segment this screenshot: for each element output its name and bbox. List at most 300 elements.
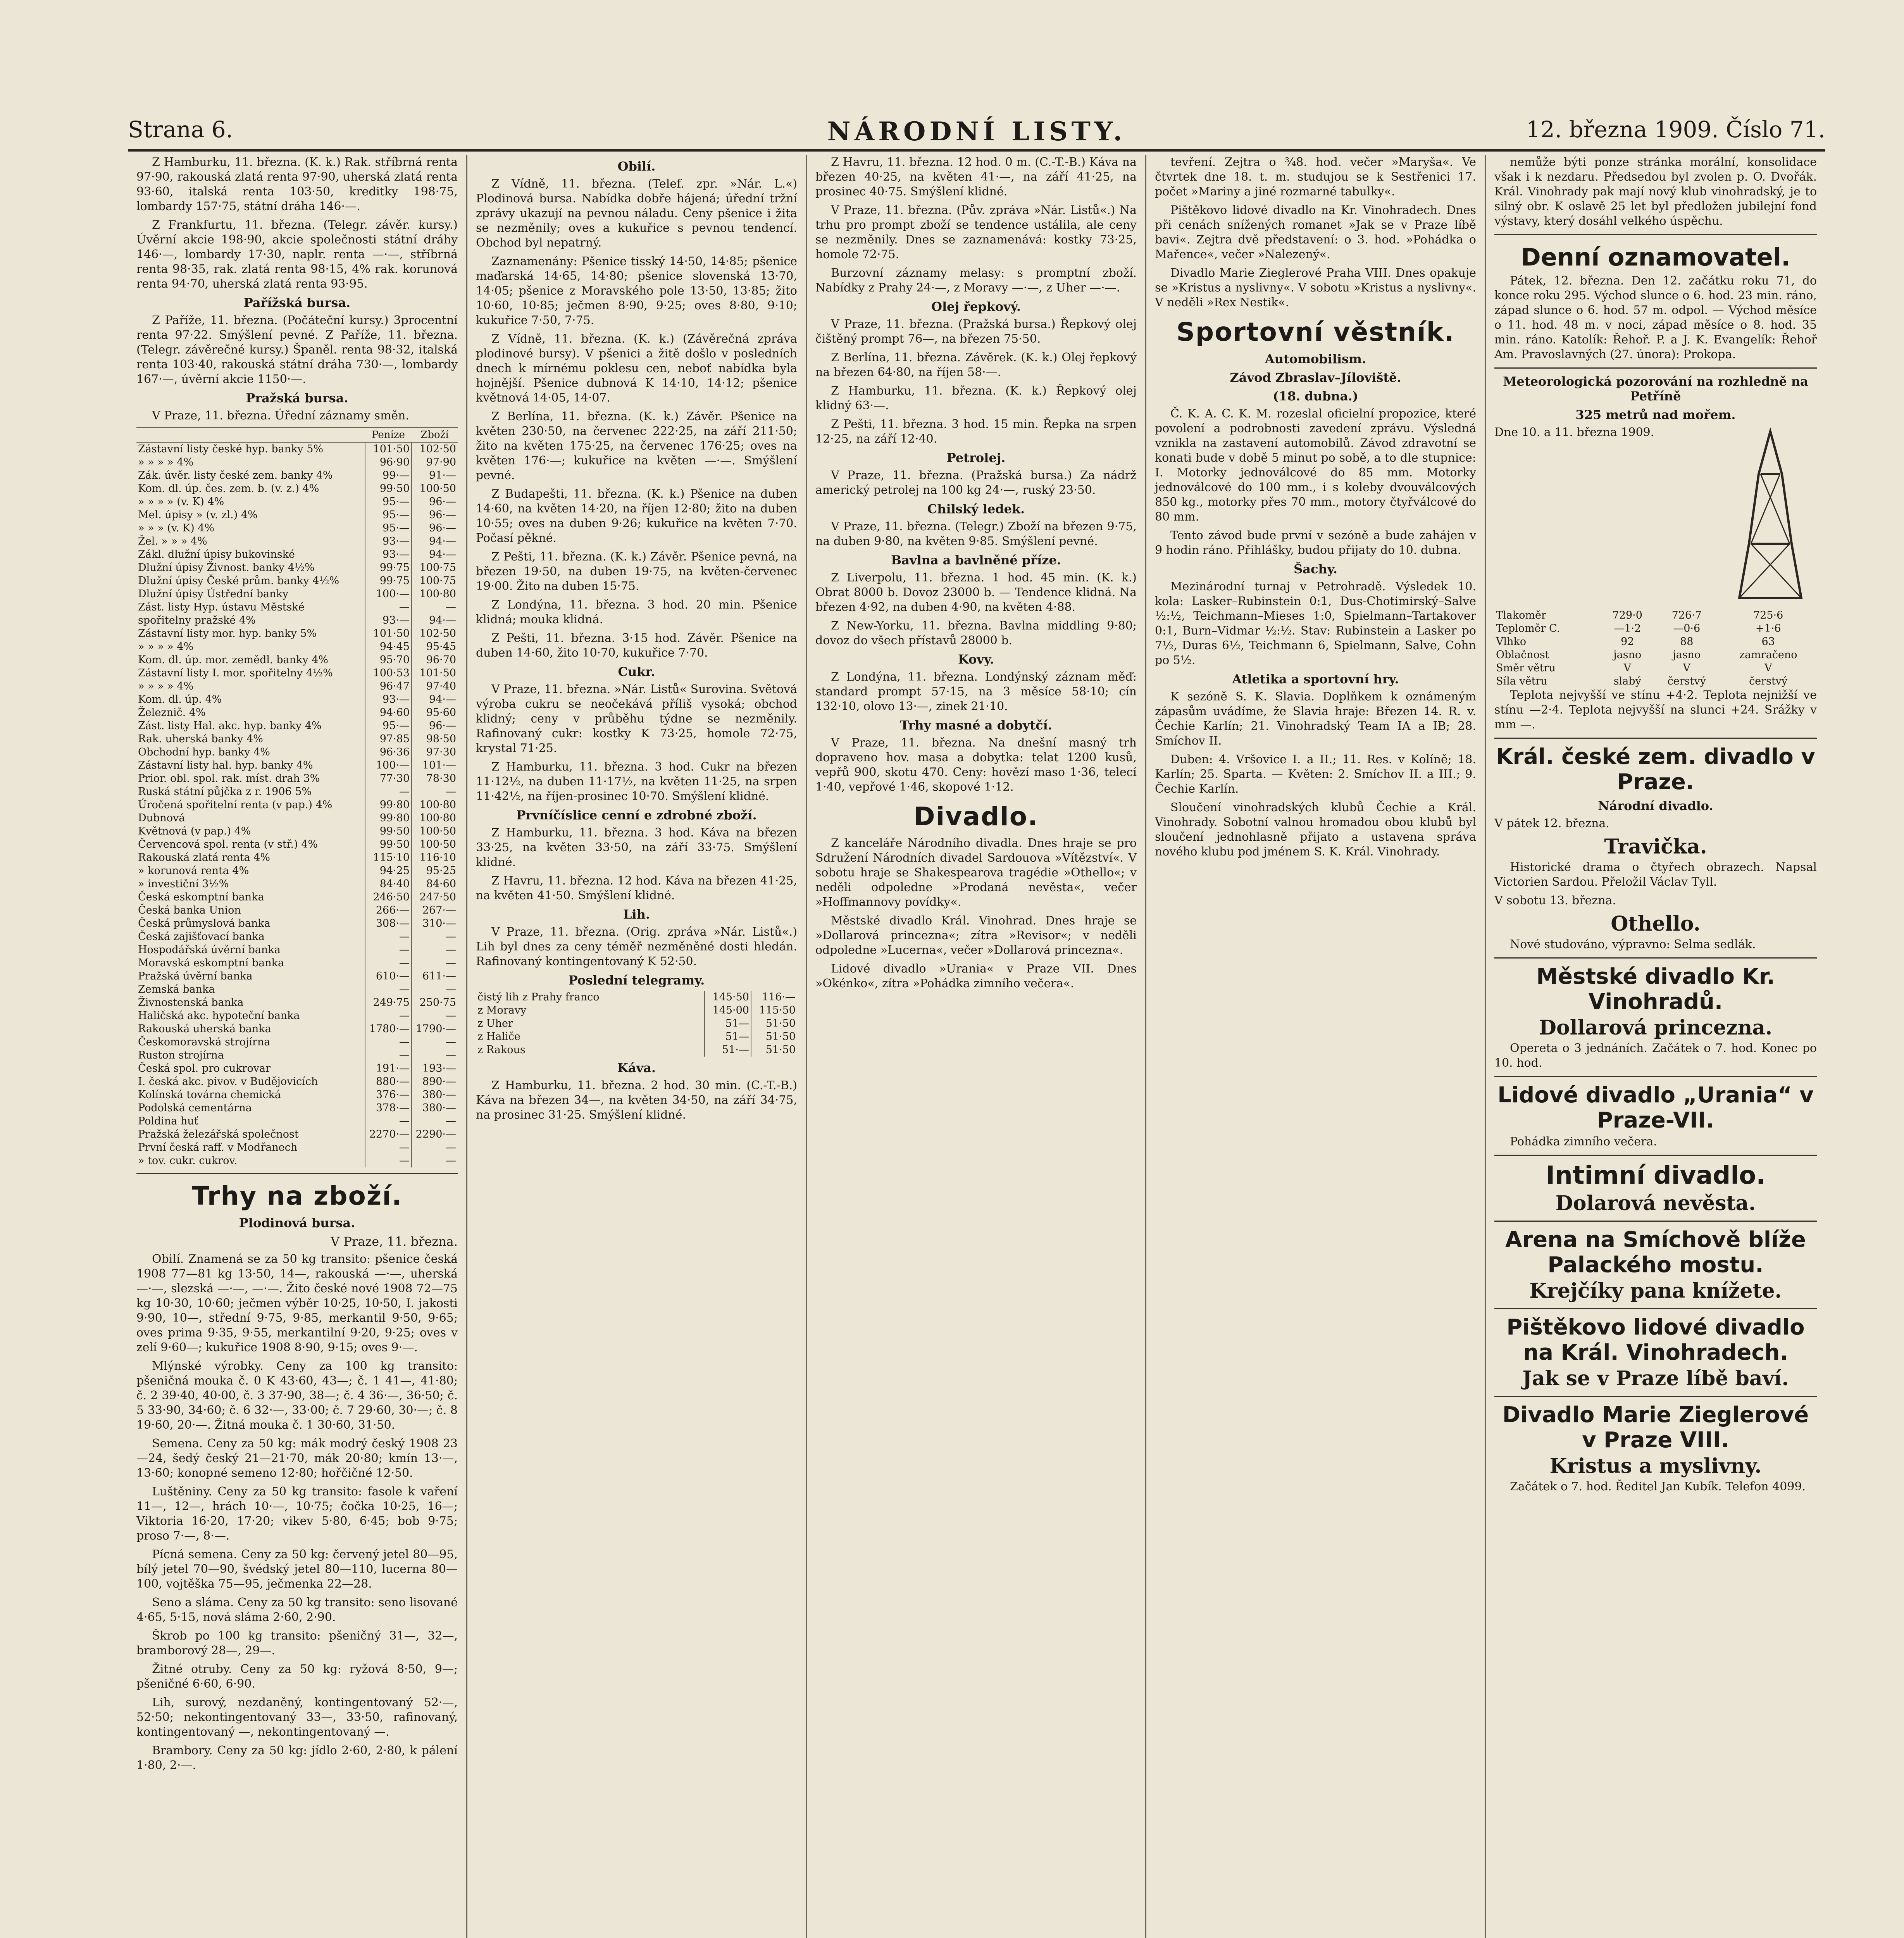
security-name: Zástavní listy hal. hyp. banky 4%: [138, 759, 313, 771]
price-cell: 96·70: [412, 653, 458, 667]
divider: [136, 1173, 458, 1174]
price-cell: —: [365, 601, 412, 614]
origin-cell: z Haliče: [477, 1031, 520, 1043]
price-cell: 99·75: [365, 561, 412, 574]
price-cell: —: [412, 983, 458, 996]
table-header: Peníze: [365, 428, 412, 442]
price-cell: 115·50: [751, 1004, 797, 1017]
price-cell: 96·—: [412, 522, 458, 535]
price-cell: 100·53: [365, 667, 412, 680]
coffee-text: Z Hamburku, 11. března. 2 hod. 30 min. (C.-T.-B.) Káva na březen 34—, na květen 34·50, na září 34·75, na prosinec 31·25. Smýšlení klidné.: [476, 1079, 797, 1122]
table-row: [136, 561, 458, 574]
intimni-play: Dolarová nevěsta.: [1555, 1191, 1756, 1215]
table-row: [136, 1036, 458, 1049]
obili-heading: Obilí.: [617, 159, 656, 174]
price-cell: 99·75: [365, 574, 412, 588]
price-cell: 96·—: [412, 719, 458, 733]
table-row: [136, 970, 458, 983]
price-cell: 94·—: [412, 535, 458, 548]
price-cell: 77·30: [365, 772, 412, 785]
price-cell: 51·50: [751, 1017, 797, 1030]
grain-paragraph: Seno a sláma. Ceny za 50 kg transito: seno lisované 4·65, 5·15, nová sláma 2·60, 2·90.: [136, 1596, 458, 1624]
price-cell: 84·40: [365, 878, 412, 891]
security-name: I. česká akc. pivov. v Budějovicích: [138, 1076, 318, 1088]
table-row: [136, 535, 458, 548]
price-cell: —: [412, 1154, 458, 1167]
table-row: [136, 772, 458, 785]
grain-paragraph: Luštěniny. Ceny za 50 kg transito: fasole k vaření 11—, 12—, hrách 10·—, 10·75; čočka 10·25, 16—; Viktoria 16·20, 17·20; vikev 5·80, 6·45; bob 9·75; proso 7·—, 8·—.: [136, 1485, 458, 1543]
price-cell: —: [412, 943, 458, 957]
nd-saturday-play: Othello.: [1611, 912, 1701, 936]
security-name: Mel. úpisy » (v. zl.) 4%: [138, 509, 258, 521]
security-name: Poldina huť: [138, 1115, 198, 1127]
news-paragraph: Z Liverpolu, 11. března. 1 hod. 45 min. (K. k.) Obrat 8000 b. Dovoz 23000 b. — Tendence klidná. Na březen 4·92, na duben 4·90, na květen 4·88.: [815, 571, 1137, 614]
meteo-value: +1·6: [1755, 622, 1781, 635]
news-paragraph: Z Berlína, 11. března. (K. k.) Závěr. Pšenice na květen 230·50, na červenec 222·25, na září 211·50; žito na květen 175·25, na červenec 176·25; oves na květen 176·—; kukuřice na květen —·—. Smýšlení pevné.: [476, 410, 797, 482]
news-paragraph: Sloučení vinohradských klubů Čechie a Král. Vinohrady. Sobotní valnou hromadou obou klubů byl sloučení jednohlasně přijato a ustavena správa nového klubu pod jménem S. K. Král. Vinohrady.: [1155, 801, 1476, 859]
news-paragraph: V Praze, 11. března. Na dnešní masný trh dopraveno hov. masa a dobytka: telat 1200 kusů, vepřů 900, skotu 470. Ceny: hovězí maso 1·36, telecí 1·40, vepřové 1·46, skopové 1·12.: [815, 736, 1137, 794]
meteo-value: 63: [1761, 636, 1775, 648]
price-cell: —: [365, 1141, 412, 1154]
security-name: » » » » 4%: [138, 456, 194, 468]
table-row: [136, 957, 458, 970]
price-cell: —: [412, 785, 458, 798]
security-name: » » » » 4%: [138, 641, 194, 653]
price-cell: 102·50: [412, 627, 458, 640]
coffee-heading: Káva.: [617, 1060, 656, 1075]
price-cell: 145·50: [705, 991, 751, 1004]
security-name: Zástavní listy mor. hyp. banky 5%: [138, 628, 317, 640]
table-row: [136, 482, 458, 495]
section-heading: Chilský ledek.: [927, 502, 1025, 516]
price-cell: 246·50: [365, 891, 412, 904]
calendar-text: Pátek, 12. března. Den 12. začátku roku 71, do konce roku 295. Východ slunce o 6. hod. 23 min. ráno, západ slunce o 6. hod. 57 m. odpol. — Východ měsíce o 11. hod. 48 m. v noci, západ měsíce o 8. hod. 35 min. ráno. Katolík: Řehoř. P. a J. K. Evangelík: Řehoř Am. Pravoslavných (27. února): Prokopa.: [1494, 274, 1817, 361]
price-cell: 249·75: [365, 996, 412, 1009]
meteo-value: čerstvý: [1667, 675, 1706, 687]
news-paragraph: tevření. Zejtra o ¾8. hod. večer »Maryša«. Ve čtvrtek dne 18. t. m. studujou se k Sestřenici 17. počet »Mariny a jiné rozmarné tabulky«.: [1155, 155, 1476, 198]
security-name: Rakouská uherská banka: [138, 1023, 271, 1035]
news-paragraph: Z Havru, 11. března. 12 hod. Káva na březen 41·25, na květen 41·50. Smýšlení klidné.: [476, 874, 797, 902]
pistek-play: Jak se v Praze líbě baví.: [1522, 1367, 1789, 1390]
divider: [1494, 1221, 1817, 1222]
price-cell: —: [412, 1009, 458, 1022]
price-cell: 310·—: [412, 917, 458, 930]
news-paragraph: Z Pešti, 11. března. 3 hod. 15 min. Řepka na srpen 12·25, na září 12·40.: [815, 417, 1137, 446]
table-row: [136, 891, 458, 904]
security-name: » tov. cukr. cukrov.: [138, 1155, 238, 1167]
price-cell: 100·—: [365, 588, 412, 601]
section-heading: Petrolej.: [946, 450, 1006, 465]
price-cell: 98·50: [412, 733, 458, 746]
intimni-heading: Intimní divadlo.: [1546, 1161, 1766, 1190]
grain-subheading: Plodinová bursa.: [239, 1216, 355, 1230]
columns: [128, 155, 1825, 1938]
nd-saturday: V sobotu 13. března.: [1494, 894, 1616, 907]
price-cell: 100·80: [412, 588, 458, 601]
meteo-date: Dne 10. a 11. března 1909.: [1494, 426, 1654, 439]
column-5: [1486, 155, 1825, 1938]
news-paragraph: Z Hamburku, 11. března. 3 hod. Cukr na březen 11·12½, na duben 11·17½, na květen 11·25, na srpen 11·42½, na říjen-prosinec 10·70. Smýšlení klidné.: [476, 760, 797, 803]
prague-exchange-table: [136, 427, 458, 1167]
price-cell: 94·25: [365, 864, 412, 878]
price-cell: 94·45: [365, 640, 412, 653]
security-name: První česká raff. v Modřanech: [138, 1141, 298, 1153]
sport-continuation: nemůže býti ponze stránka morální, konsolidace však i k nezdaru. Předsedou byl zvolen p. O. Dvořák. Král. Vinohrady pak mají nový klub vinohradský, je to silný obr. K oslavě 25 let byl předložen jubilejní fond výstavy, který dosáhl velkého úspěchu.: [1494, 155, 1817, 228]
grain-paragraph: Brambory. Ceny za 50 kg: jídlo 2·60, 2·80, k pálení 1·80, 2·—.: [136, 1744, 458, 1772]
meteo-label: Vlhko: [1496, 636, 1527, 648]
table-row: [476, 991, 797, 1004]
table-row: [136, 509, 458, 522]
table-row: [136, 1009, 458, 1022]
table-row: [136, 943, 458, 957]
table-row: [136, 1115, 458, 1128]
price-cell: 51·50: [751, 1043, 797, 1057]
security-name: Dlužní úpisy České prům. banky 4½%: [138, 575, 339, 587]
price-cell: —: [365, 943, 412, 957]
meteo-value: —0·6: [1673, 622, 1701, 635]
table-row: [136, 1088, 458, 1102]
price-cell: 51·50: [751, 1030, 797, 1043]
price-cell: 100·—: [365, 759, 412, 772]
table-row: [1494, 648, 1817, 662]
price-cell: 101·50: [412, 667, 458, 680]
security-name: Červencová spol. renta (v stř.) 4%: [138, 838, 318, 850]
table-row: [136, 1049, 458, 1062]
price-cell: 880·—: [365, 1075, 412, 1088]
mestske-note: Opereta o 3 jednáních. Začátek o 7. hod. Konec po 10. hod.: [1494, 1041, 1817, 1070]
table-row: [136, 601, 458, 614]
table-row: [136, 930, 458, 943]
price-cell: —: [412, 1049, 458, 1062]
table-header: Zboží: [412, 428, 458, 442]
price-cell: 2270·—: [365, 1128, 412, 1141]
nd-date: V pátek 12. března.: [1494, 817, 1609, 830]
security-name: Železnič. 4%: [138, 707, 206, 719]
zieglerova-note: Začátek o 7. hod. Ředitel Jan Kubík. Telefon 4099.: [1510, 1480, 1806, 1493]
security-name: Obchodní hyp. banky 4%: [138, 746, 270, 758]
origin-cell: čistý lih z Prahy franco: [477, 991, 600, 1003]
news-paragraph: Z Pešti, 11. března. (K. k.) Závěr. Pšenice pevná, na březen 19·50, na duben 19·75, na květen-červenec 19·00. Žito na duben 15·75.: [476, 550, 797, 593]
meteo-value: čerstvý: [1749, 675, 1788, 687]
national-theatre-heading: Král. české zem. divadlo v Praze.: [1496, 744, 1815, 795]
column-4-text: [1155, 155, 1476, 859]
price-cell: 308·—: [365, 917, 412, 930]
meteo-value: zamračeno: [1739, 649, 1797, 661]
price-cell: 95·60: [412, 706, 458, 719]
table-row: [136, 548, 458, 561]
table-row: [136, 746, 458, 759]
security-name: Podolská cementárna: [138, 1102, 252, 1114]
table-row: [136, 983, 458, 996]
news-paragraph: Z Vídně, 11. března. (Telef. zpr. »Nár. L.«) Plodinová bursa. Nabídka dobře hájená; úřední tržní zprávy ukazují na pevnou náladu. Ceny pšenice i žita se nezměnily; oves a kukuřice s pevnou tendencí. Obchod byl nepatrný.: [476, 177, 797, 250]
price-cell: 94·—: [412, 614, 458, 627]
meteo-value: —1·2: [1614, 622, 1641, 635]
price-cell: —: [412, 1141, 458, 1154]
origin-cell: z Moravy: [477, 1004, 527, 1016]
security-name: » » » (v. K) 4%: [138, 522, 215, 534]
security-name: Prior. obl. spol. rak. míst. drah 3%: [138, 772, 320, 785]
price-cell: 96·—: [412, 509, 458, 522]
news-paragraph: V Praze, 11. března. (Pražská bursa.) Za nádrž americký petrolej na 100 kg 24·—, ruský 23·50.: [815, 469, 1137, 497]
security-name: Dlužní úpisy Živnost. banky 4½%: [138, 562, 315, 574]
security-name: Česká spol. pro cukrovar: [138, 1062, 271, 1074]
price-cell: 100·80: [412, 812, 458, 825]
security-name: Hospodářská úvěrní banka: [138, 944, 281, 956]
news-paragraph: Městské divadlo Král. Vinohrad. Dnes hraje se »Dollarová princezna«; zítra »Revisor«; v neděli odpoledne »Lucerna«, večer »Dollarová princezna«.: [815, 914, 1137, 957]
news-paragraph: Divadlo Marie Zieglerové Praha VIII. Dnes opakuje se »Kristus a nyslivny«. V sobotu »Kristus a nyslivny«. V neděli »Rex Nestik«.: [1155, 266, 1476, 309]
grain-paragraph: Semena. Ceny za 50 kg: mák modrý český 1908 23—24, šedý český 21—21·70, mák 20·80; kmín 13·—, 13·60; konopné semeno 12·80; hořčičné 12·50.: [136, 1437, 458, 1480]
price-cell: —: [412, 1115, 458, 1128]
table-row: [136, 495, 458, 509]
news-paragraph: Z New-Yorku, 11. března. Bavlna middling 9·80; dovoz do všech přístavů 28000 b.: [815, 619, 1137, 647]
security-name: Zástavní listy české hyp. banky 5%: [138, 443, 324, 455]
grain-paragraph: Lih, surový, nezdaněný, kontingentovaný 52·—, 52·50; nekontingentovaný 33—, 33·50, rafinovaný, kontingentovaný —, nekontingentovaný —.: [136, 1696, 458, 1739]
table-row: [136, 693, 458, 706]
price-cell: —: [412, 930, 458, 943]
newspaper-title: NÁRODNÍ LISTY.: [827, 116, 1126, 147]
price-cell: 97·90: [412, 456, 458, 469]
table-row: [476, 1017, 797, 1030]
security-name: Česká eskomptní banka: [138, 891, 264, 903]
section-heading: Závod Zbraslav–Jíloviště.: [1230, 370, 1401, 385]
price-cell: —: [365, 785, 412, 798]
price-cell: 378·—: [365, 1102, 412, 1115]
news-paragraph: K sezóně S. K. Slavia. Doplňkem k oznámeným zápasům uvádíme, že Slavia hraje: Březen 14. R. v. Čechie Karlín; 21. Vinohradský Team IA a IB; 28. Smíchov II.: [1155, 690, 1476, 748]
price-cell: 51—: [705, 1030, 751, 1043]
news-paragraph: Z Hamburku, 11. března. (K. k.) Řepkový olej klidný 63·—.: [815, 384, 1137, 412]
security-name: » » » » (v. K) 4%: [138, 496, 224, 508]
section-heading: Prvníčíslice cenní e zdrobné zboží.: [516, 808, 757, 822]
price-cell: —: [412, 1036, 458, 1049]
news-paragraph: Burzovní záznamy melasy: s promptní zboží. Nabídky z Prahy 24·—, z Moravy —·—, z Uher —·—.: [815, 266, 1137, 295]
table-row: [476, 1043, 797, 1057]
security-name: Zákl. dlužní úpisy bukovinské: [138, 548, 295, 560]
security-name: Kom. dl. úp. čes. zem. b. (v. z.) 4%: [138, 483, 319, 495]
pistek-heading: Pištěkovo lidové divadlo na Král. Vinohradech.: [1506, 1315, 1805, 1365]
security-name: Pražská železářská společnost: [138, 1128, 299, 1140]
grain-paragraph: Škrob po 100 kg transito: pšeničný 31—, 32—, bramborový 28—, 29—.: [136, 1629, 458, 1657]
security-name: Českomoravská strojírna: [138, 1036, 271, 1048]
price-cell: 115·10: [365, 851, 412, 864]
price-cell: 100·50: [412, 838, 458, 851]
meteo-value: 726·7: [1671, 609, 1702, 621]
price-cell: 99·50: [365, 482, 412, 495]
price-cell: 100·75: [412, 561, 458, 574]
security-name: Ruston strojírna: [138, 1049, 224, 1061]
divider: [1494, 957, 1817, 959]
table-row: [136, 574, 458, 588]
table-row: [136, 759, 458, 772]
news-paragraph: V Praze, 11. března. (Pův. zpráva »Nár. Listů«.) Na trhu pro prompt zboží se tendence ustálila, ale ceny se nezměnily. Dnes se zaznamenává: kostky 73·25, homole 72·75.: [815, 203, 1137, 261]
table-row: [136, 1075, 458, 1088]
price-cell: —: [365, 1009, 412, 1022]
divider: [1494, 738, 1817, 739]
section-heading: Sportovní věstník.: [1176, 317, 1455, 347]
price-cell: —: [365, 1049, 412, 1062]
page-number: Strana 6.: [128, 116, 233, 143]
price-cell: 145·00: [705, 1004, 751, 1017]
issue-date: 12. března 1909. Číslo 71.: [1526, 116, 1825, 143]
arena-heading: Arena na Smíchově blíže Palackého mostu.: [1505, 1227, 1806, 1278]
price-cell: 99·—: [365, 469, 412, 482]
price-cell: 96·—: [412, 495, 458, 509]
price-cell: 95·—: [365, 495, 412, 509]
table-row: [476, 1004, 797, 1017]
security-name: Moravská eskomptní banka: [138, 957, 284, 969]
news-paragraph: Z Hamburku, 11. března. 3 hod. Káva na březen 33·25, na květen 33·50, na září 33·75. Smýšlení klidné.: [476, 826, 797, 869]
grain-text: [136, 1252, 458, 1773]
section-heading: Trhy masné a dobytčí.: [900, 718, 1052, 733]
table-row: [1494, 662, 1817, 675]
price-cell: 96·36: [365, 746, 412, 759]
table-row: [136, 614, 458, 627]
page-header: [128, 112, 1825, 152]
security-name: Rakouská zlatá renta 4%: [138, 852, 271, 864]
table-row: [136, 1022, 458, 1036]
security-name: Zemská banka: [138, 983, 215, 995]
grain-paragraph: Mlýnské výrobky. Ceny za 100 kg transito: pšeničná mouka č. 0 K 43·60, 43—; č. 1 41—, 41·80; č. 2 39·40, 40·00, č. 3 37·90, 38—; č. 4 36·—, 36·50; č. 5 33·90, 34·60; č. 6 32·—, 33·00; č. 7 29·60, 30·—; č. 8 19·60, 20·—. Žitná mouka č. 1 30·60, 31·50.: [136, 1359, 458, 1432]
table-row: [136, 640, 458, 653]
paris-bourse: Z Paříže, 11. března. (Počáteční kursy.) 3procentní renta 97·22. Smýšlení pevné. Z Paříže, 11. března. (Telegr. závěrečné kursy.) Španěl. renta 98·32, italská renta 103·40, rakouská státní dráha 730·—, lombardy 167·—, úvěrní akcie 1150·—.: [136, 314, 458, 386]
table-row: [476, 1030, 797, 1043]
news-paragraph: Mezinárodní turnaj v Petrohradě. Výsledek 10. kola: Lasker–Rubinstein 0:1, Dus-Chotimirský–Salve ½:½, Teichmann–Mieses 1:0, Spielmann–Tartakover 0:1, Burn–Vidmar ½:½. Stav: Rubinstein a Lasker po 7½, Duras 6½, Teichmann 6, Spielmann, Salve, Cohn po 5½.: [1155, 580, 1476, 667]
meteo-label: Oblačnost: [1496, 649, 1549, 661]
grain-paragraph: Žitné otruby. Ceny za 50 kg: ryžová 8·50, 9—; pšeničné 6·60, 6·90.: [136, 1662, 458, 1691]
divider: [1494, 234, 1817, 235]
security-name: Kom. dl. úp. 4%: [138, 693, 222, 705]
price-cell: 101·—: [412, 759, 458, 772]
price-cell: 93·—: [365, 535, 412, 548]
table-row: [136, 719, 458, 733]
security-name: Kolínská továrna chemická: [138, 1089, 281, 1101]
news-paragraph: Z Vídně, 11. března. (K. k.) (Závěrečná zpráva plodinové bursy). V pšenici a žitě došlo v posledních dnech k mírnému poklesu cen, neboť nabídka byla hojnější. Pšenice dubnová K 14·10, 14·12; pšenice květnová 14·05, 14·07.: [476, 332, 797, 405]
price-cell: 96·47: [365, 680, 412, 693]
price-cell: 1780·—: [365, 1022, 412, 1036]
security-name: Rak. uherská banky 4%: [138, 733, 263, 745]
arena-play: Krejčíky pana knížete.: [1529, 1279, 1782, 1303]
security-name: » » » » 4%: [138, 680, 194, 692]
table-row: [136, 733, 458, 746]
price-cell: 93·—: [365, 614, 412, 627]
calendar-heading: Denní oznamovatel.: [1521, 243, 1790, 271]
security-name: Dubnová: [138, 812, 185, 824]
mestske-play: Dollarová princezna.: [1539, 1016, 1773, 1040]
security-name: Česká průmyslová banka: [138, 917, 271, 929]
table-row: [136, 706, 458, 719]
price-cell: 266·—: [365, 904, 412, 917]
table-row: [136, 1154, 458, 1167]
price-cell: 51—: [705, 1017, 751, 1030]
price-cell: 100·80: [412, 798, 458, 812]
nd-sunday: Nové studováno, výpravno: Selma sedlák.: [1510, 938, 1756, 951]
security-name: Česká zajišťovací banka: [138, 931, 265, 943]
divider: [1494, 367, 1817, 369]
table-row: [136, 653, 458, 667]
news-paragraph: V Praze, 11. března. (Orig. zpráva »Nár. Listů«.) Lih byl dnes za ceny téměř nezměněné dosti hledán. Rafinovaný kontingentovaný K 52·50.: [476, 925, 797, 968]
price-cell: 91·—: [412, 469, 458, 482]
table-row: [136, 996, 458, 1009]
meteo-value: V: [1623, 662, 1632, 674]
section-heading: (18. dubna.): [1273, 389, 1358, 403]
price-cell: 267·—: [412, 904, 458, 917]
price-cell: 97·40: [412, 680, 458, 693]
news-paragraph: Duben: 4. Vršovice I. a II.; 11. Res. v Kolíně; 18. Karlín; 25. Sparta. — Květen: 2. Smíchov II. a III.; 9. Čechie Karlín.: [1155, 753, 1476, 796]
price-cell: —: [365, 1036, 412, 1049]
table-row: [136, 1128, 458, 1141]
mestske-heading: Městské divadlo Kr. Vinohradů.: [1536, 964, 1775, 1014]
security-name: Zást. listy Hal. akc. hyp. banky 4%: [138, 720, 322, 732]
price-cell: 97·85: [365, 733, 412, 746]
table-row: [136, 825, 458, 838]
divider: [1494, 1076, 1817, 1077]
security-name: Česká banka Union: [138, 904, 241, 916]
price-cell: —: [365, 930, 412, 943]
price-cell: —: [412, 601, 458, 614]
table-row: [1494, 675, 1817, 688]
news-paragraph: Z Budapešti, 11. března. (K. k.) Pšenice na duben 14·60, na květen 14·20, na říjen 12·80; žito na duben 10·55; oves na duben 9·26; kukuřice na květen 7·70. Počasí pěkné.: [476, 487, 797, 545]
price-cell: 95·45: [412, 640, 458, 653]
section-heading: Bavlna a bavlněné příze.: [891, 553, 1061, 567]
nd-play: Travička.: [1604, 835, 1707, 859]
table-row: [136, 798, 458, 812]
price-cell: 84·60: [412, 878, 458, 891]
price-cell: 611·—: [412, 970, 458, 983]
price-cell: 95·25: [412, 864, 458, 878]
table-row: [136, 469, 458, 482]
column-2-text: [476, 177, 797, 988]
price-cell: —: [365, 983, 412, 996]
price-cell: 95·—: [365, 522, 412, 535]
price-cell: 94·—: [412, 693, 458, 706]
news-paragraph: Z kanceláře Národního divadla. Dnes hraje se pro Sdružení Národních divadel Sardouova »Vítězství«. V sobotu hraje se Shakespearova tragédie »Othello«; v neděli odpoledne »Prodaná nevěsta«, večer »Hoffmannovy povídky«.: [815, 836, 1137, 909]
price-cell: 94·—: [412, 548, 458, 561]
news-paragraph: V Praze, 11. března. (Pražská bursa.) Řepkový olej čištěný prompt 76—, na březen 75·50.: [815, 317, 1137, 346]
security-name: Pražská úvěrní banka: [138, 970, 253, 982]
table-row: [136, 1062, 458, 1075]
price-cell: 96·90: [365, 456, 412, 469]
price-cell: 247·50: [412, 891, 458, 904]
price-cell: 99·80: [365, 812, 412, 825]
price-cell: 94·60: [365, 706, 412, 719]
meteo-value: 725·6: [1753, 609, 1783, 621]
price-cell: 250·75: [412, 996, 458, 1009]
price-cell: 101·50: [365, 627, 412, 640]
price-cell: 2290·—: [412, 1128, 458, 1141]
table-row: [136, 522, 458, 535]
table-row: [1494, 622, 1817, 635]
price-cell: —: [365, 1154, 412, 1167]
section-heading: Kovy.: [958, 652, 994, 667]
meteo-value: 729·0: [1612, 609, 1642, 621]
section-heading: Olej řepkový.: [931, 299, 1021, 314]
table-row: [1494, 635, 1817, 648]
section-heading: Poslední telegramy.: [568, 973, 705, 988]
price-cell: —: [365, 1115, 412, 1128]
price-cell: 380·—: [412, 1102, 458, 1115]
column-3: [807, 155, 1146, 1938]
table-row: [136, 878, 458, 891]
national-theatre-sub: Národní divadlo.: [1598, 798, 1713, 813]
security-name: Ruská státní půjčka z r. 1906 5%: [138, 786, 312, 798]
urania-note: Pohádka zimního večera.: [1510, 1135, 1657, 1148]
grain-paragraph: Obilí. Znamená se za 50 kg transito: pšenice česká 1908 77—81 kg 13·50, 14—, rakouská —·—, uherská —·—, slezská —·—, —·—. Žito české nové 1908 72—75 kg 10·30, 10·60; ječmen výběr 10·25, 10·50, I. jakosti 9·90, 10—, střední 9·75, 9·85, merkantil 9·50, 9·65; oves prima 9·35, 9·55, merkantilní 9·20, 9·25; oves v zelí 9·60—; kukuřice 1908 8·90, 9·15; oves 9·—.: [136, 1252, 458, 1354]
news-paragraph: Č. K. A. C. K. M. rozeslal oficielní propozice, které povolení a podrobnosti zavedení zprávu. Výsledná vznikla na zastavení automobilů. Závod zdravotní se konati bude v době 5 minut po sobě, a to dle stupnice: I. Motorky jednoválcové do 85 mm. Motorky jednoválcové do 100 mm., i s koleby dvouválcových 850 kg., motorky přes 70 mm., motory čtyřválcové do 80 mm.: [1155, 407, 1476, 524]
meteo-label: Teploměr C.: [1496, 622, 1560, 635]
meteo-value: 92: [1621, 636, 1634, 648]
meteo-value: V: [1764, 662, 1772, 674]
price-cell: 193·—: [412, 1062, 458, 1075]
price-cell: 99·80: [365, 798, 412, 812]
